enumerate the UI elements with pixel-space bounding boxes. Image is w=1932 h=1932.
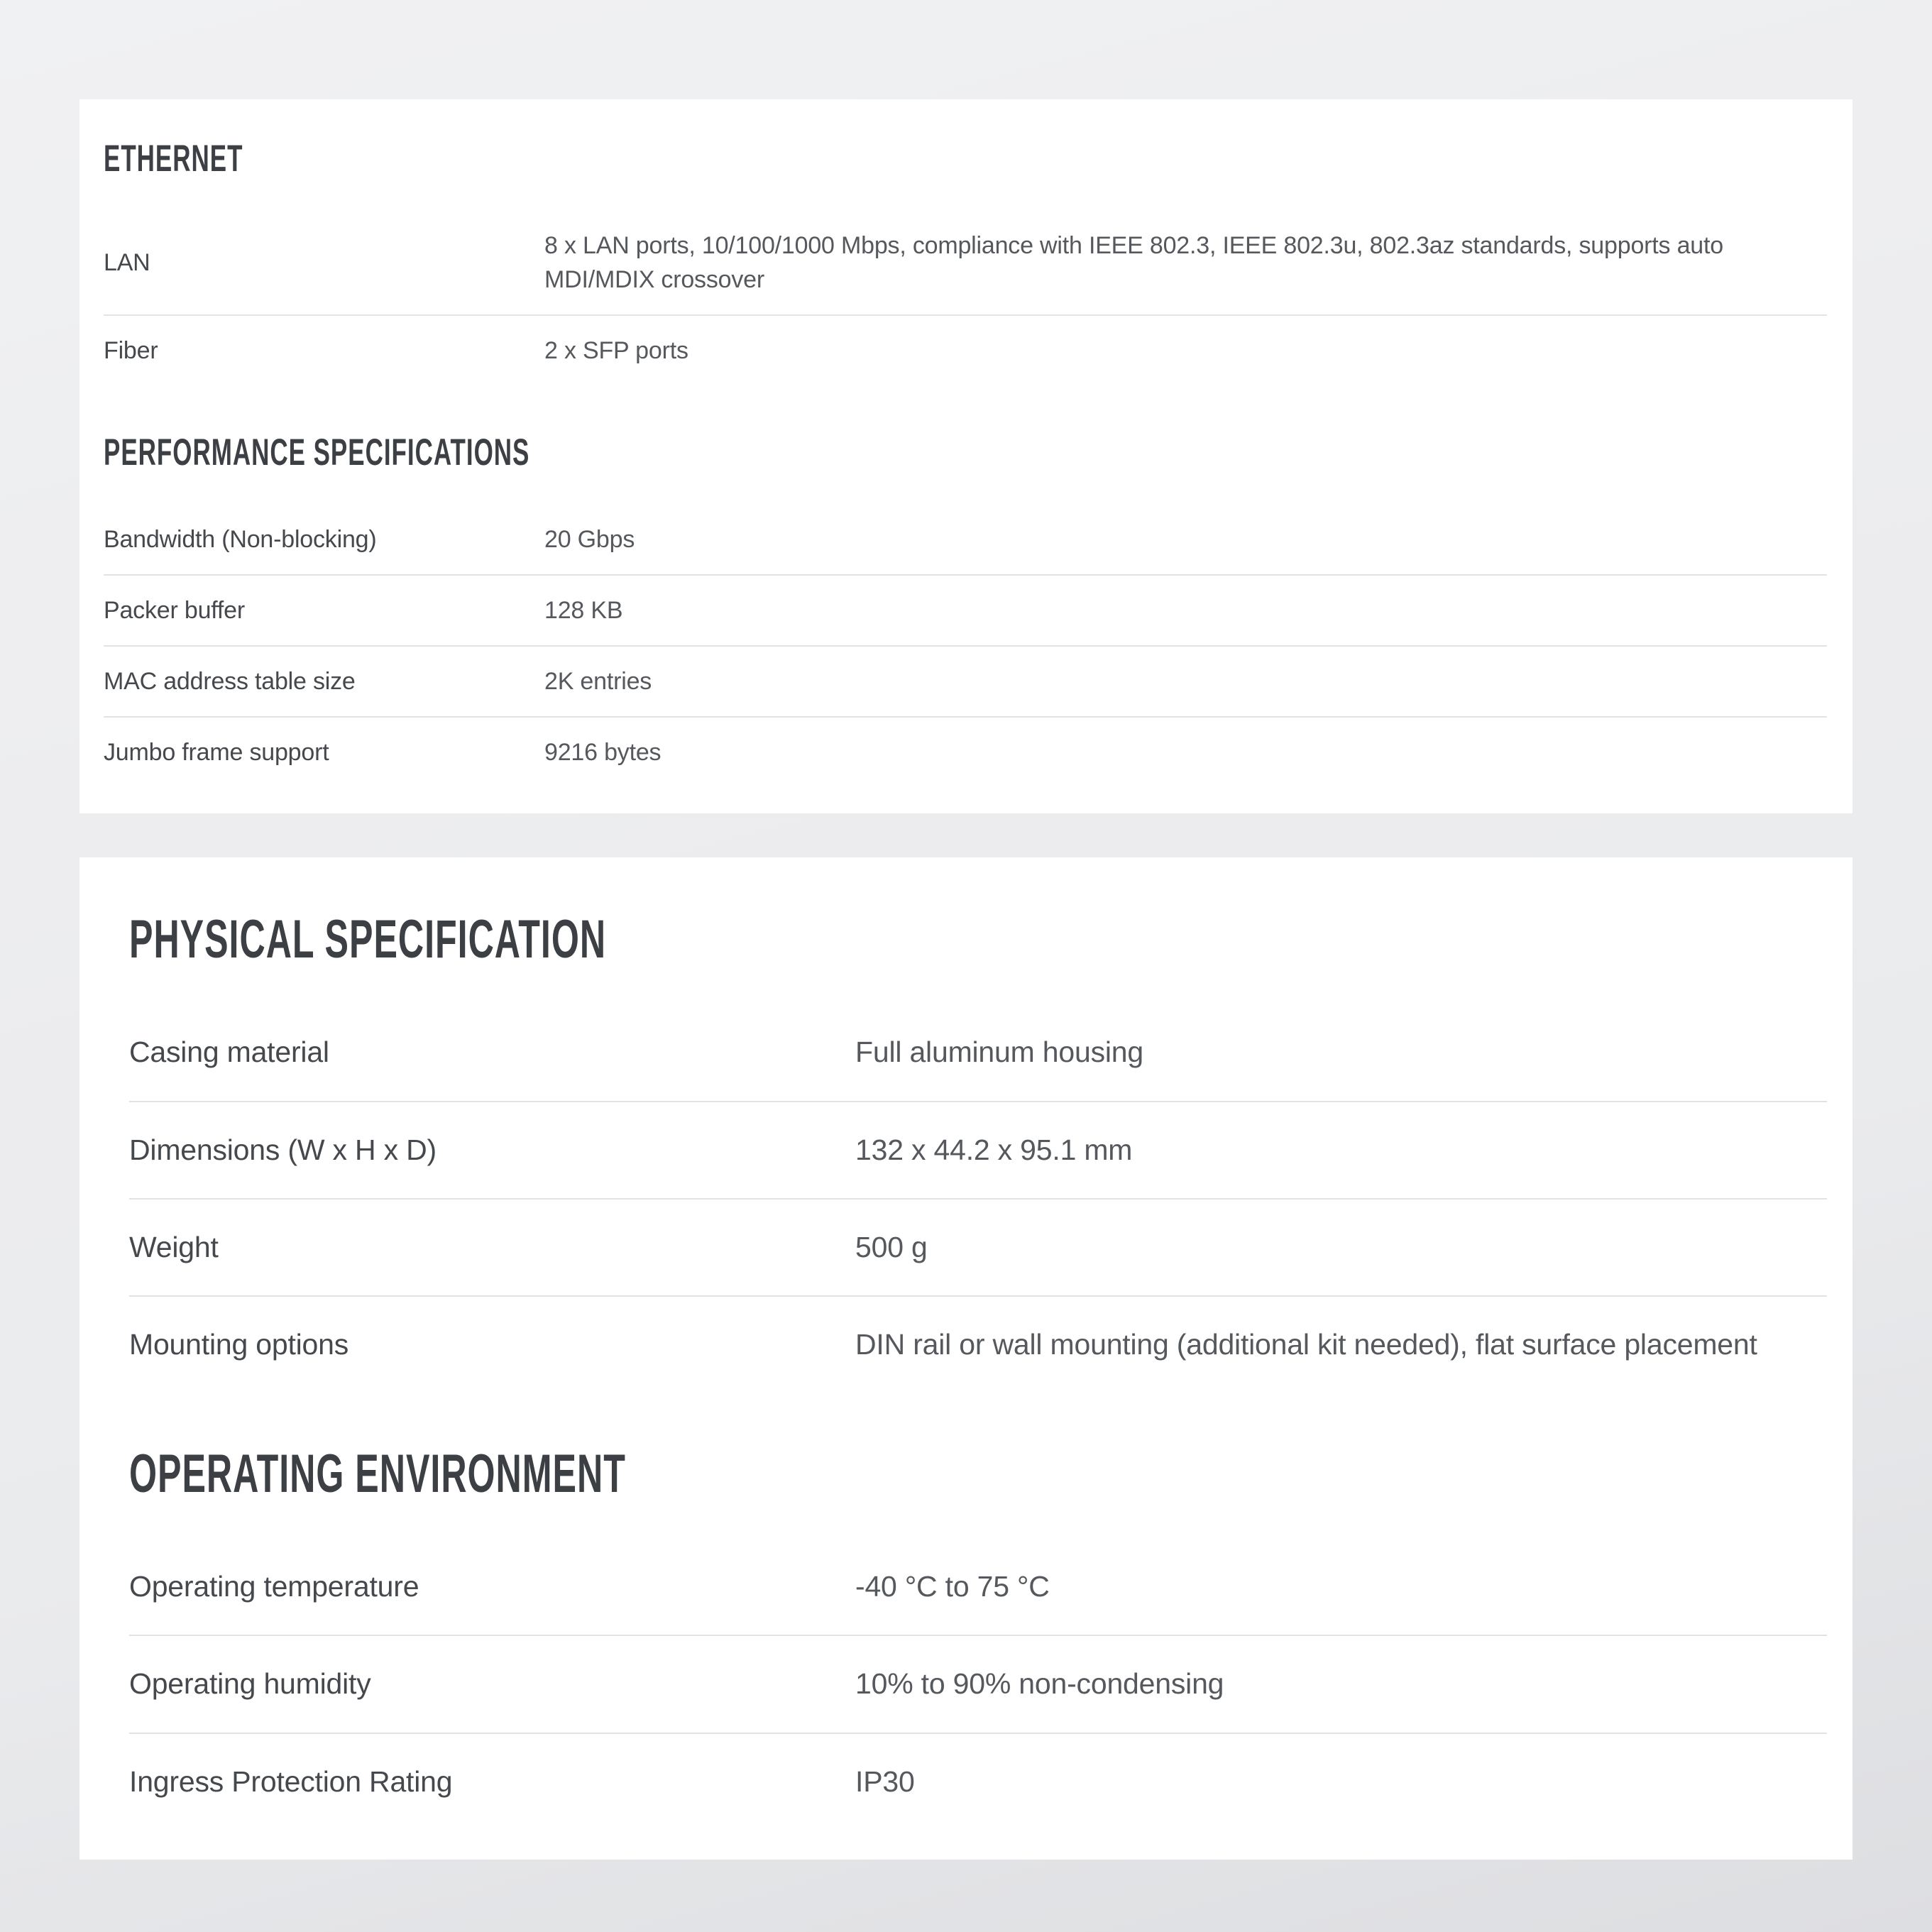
spec-table-physical [129, 1004, 1827, 1393]
spec-table-performance [104, 505, 1827, 788]
spec-row [104, 211, 1827, 315]
spec-label: LAN [104, 249, 150, 277]
section-heading-performance-specifications [104, 432, 1827, 475]
section-heading-ethernet [104, 138, 1827, 181]
spec-row [104, 574, 1827, 645]
section-heading-physical-specification [129, 909, 1827, 970]
spec-label: Jumbo frame support [104, 739, 329, 767]
spec-label: Mounting options [129, 1328, 349, 1361]
spec-value: -40 °C to 75 °C [855, 1570, 1050, 1603]
spec-label: Bandwidth (Non-blocking) [104, 525, 377, 553]
spec-table-ethernet [104, 211, 1827, 386]
spec-value: 128 KB [544, 596, 623, 624]
spec-card-physical-environment [79, 857, 1853, 1860]
spec-row [104, 314, 1827, 385]
spec-row [129, 1539, 1827, 1635]
spec-row [129, 1101, 1827, 1198]
spec-value: Full aluminum housing [855, 1036, 1144, 1069]
section-heading-text: PHYSICAL SPECIFICATION [129, 909, 607, 970]
spec-table-environment [129, 1539, 1827, 1830]
spec-label: Fiber [104, 337, 158, 365]
spec-value: 20 Gbps [544, 525, 635, 553]
spec-value: 8 x LAN ports, 10/100/1000 Mbps, compliance with IEEE 802.3, IEEE 802.3u, 802.3az standards, supports auto MDI/MDIX crossover [544, 231, 1723, 294]
spec-value: 10% to 90% non-condensing [855, 1667, 1224, 1701]
spec-label: Operating temperature [129, 1570, 419, 1603]
spec-row [129, 1198, 1827, 1295]
spec-row [129, 1004, 1827, 1100]
spec-row [129, 1635, 1827, 1732]
spec-value: 132 x 44.2 x 95.1 mm [855, 1133, 1133, 1166]
spec-row [104, 716, 1827, 787]
spec-label: Operating humidity [129, 1667, 371, 1701]
spec-label: Dimensions (W x H x D) [129, 1133, 437, 1166]
spec-card-ethernet-performance [79, 99, 1853, 813]
spec-value: 9216 bytes [544, 739, 662, 767]
spec-value: IP30 [855, 1764, 915, 1798]
spec-value: 2K entries [544, 668, 652, 696]
section-heading-text: OPERATING ENVIRONMENT [129, 1443, 626, 1504]
spec-row [129, 1295, 1827, 1393]
spec-label: MAC address table size [104, 668, 356, 696]
spec-label: Ingress Protection Rating [129, 1764, 453, 1798]
spec-label: Casing material [129, 1036, 329, 1069]
spec-value: DIN rail or wall mounting (additional kit needed), flat surface placement [855, 1328, 1757, 1361]
spec-label: Packer buffer [104, 596, 245, 624]
section-heading-text: ETHERNET [104, 138, 243, 180]
spec-row [104, 505, 1827, 574]
section-heading-text: PERFORMANCE SPECIFICATIONS [104, 431, 530, 473]
spec-row [104, 645, 1827, 716]
section-heading-operating-environment [129, 1443, 1827, 1505]
spec-row [129, 1733, 1827, 1830]
spec-label: Weight [129, 1230, 219, 1263]
spec-value: 500 g [855, 1230, 928, 1263]
spec-value: 2 x SFP ports [544, 337, 688, 365]
